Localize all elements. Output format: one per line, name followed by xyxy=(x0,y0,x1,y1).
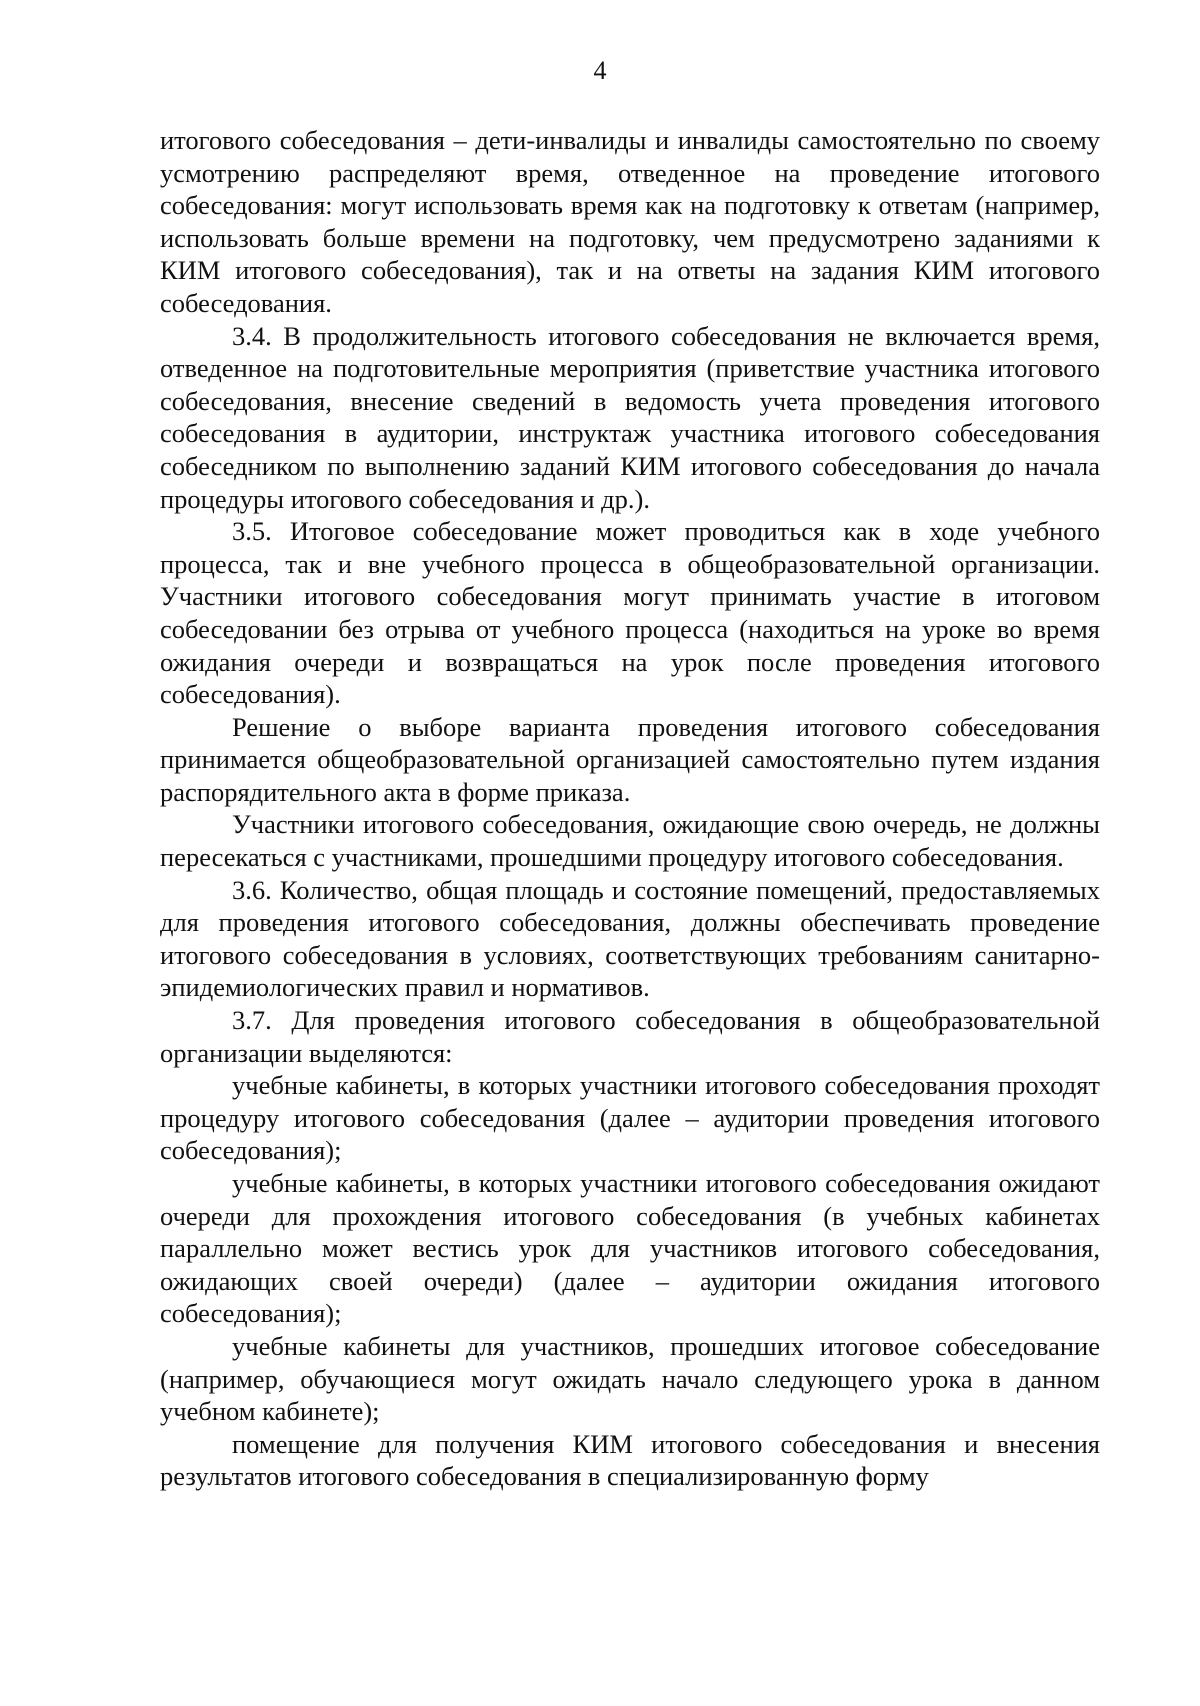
list-item-exam-rooms: учебные кабинеты, в которых участники итогового собеседования проходят процедуру итогового собеседования (далее – аудитории проведения итогового собеседования); xyxy=(160,1070,1100,1166)
paragraph-decision: Решение о выборе варианта проведения итогового собеседования принимается общеобразовательной организацией самостоятельно путем издания распорядительного акта в форме приказа. xyxy=(160,711,1100,807)
list-item-waiting-rooms: учебные кабинеты, в которых участники итогового собеседования ожидают очереди для прохождения итогового собеседования (в учебных кабинетах параллельно может вестись урок для участников итогового собеседования, ожидающих своей очереди) (далее – аудитории ожидания итогового собеседования); xyxy=(160,1168,1100,1329)
page-number: 4 xyxy=(593,56,607,85)
paragraph-3-5: 3.5. Итоговое собеседование может проводиться как в ходе учебного процесса, так и вне учебного процесса в общеобразовательной организации. Участники итогового собеседования могут принимать участие в итоговом собеседовании без отрыва от учебного процесса (находиться на уроке во время ожидания очереди и возвращаться на урок после проведения итогового собеседования). xyxy=(160,516,1100,710)
paragraph-participants-queue: Участники итогового собеседования, ожидающие свою очередь, не должны пересекаться с участниками, прошедшими процедуру итогового собеседования. xyxy=(160,809,1100,873)
paragraph-3-6: 3.6. Количество, общая площадь и состояние помещений, предоставляемых для проведения итогового собеседования, должны обеспечивать проведение итогового собеседования в условиях, соответствующих требованиям санитарно-эпидемиологических правил и нормативов. xyxy=(160,874,1100,1003)
document-body xyxy=(160,124,1100,1493)
paragraph-3-4: 3.4. В продолжительность итогового собеседования не включается время, отведенное на подготовительные мероприятия (приветствие участника итогового собеседования, внесение сведений в ведомость учета проведения итогового собеседования в аудитории, инструктаж участника итогового собеседования собеседником по выполнению заданий КИМ итогового собеседования до начала процедуры итогового собеседования и др.). xyxy=(160,320,1100,514)
paragraph-continuation: итогового собеседования – дети-инвалиды и инвалиды самостоятельно по своему усмотрению распределяют время, отведенное на проведение итогового собеседования: могут использовать время как на подготовку к ответам (например, использовать больше времени на подготовку, чем предусмотрено заданиями к КИМ итогового собеседования), так и на ответы на задания КИМ итогового собеседования. xyxy=(160,125,1100,318)
list-item-kim-room: помещение для получения КИМ итогового собеседования и внесения результатов итогового собеседования в специализированную форму xyxy=(160,1428,1100,1492)
list-item-finished-rooms: учебные кабинеты для участников, прошедших итоговое собеседование (например, обучающиеся могут ожидать начало следующего урока в данном учебном кабинете); xyxy=(160,1330,1100,1427)
paragraph-3-7: 3.7. Для проведения итогового собеседования в общеобразовательной организации выделяются: xyxy=(160,1005,1100,1068)
